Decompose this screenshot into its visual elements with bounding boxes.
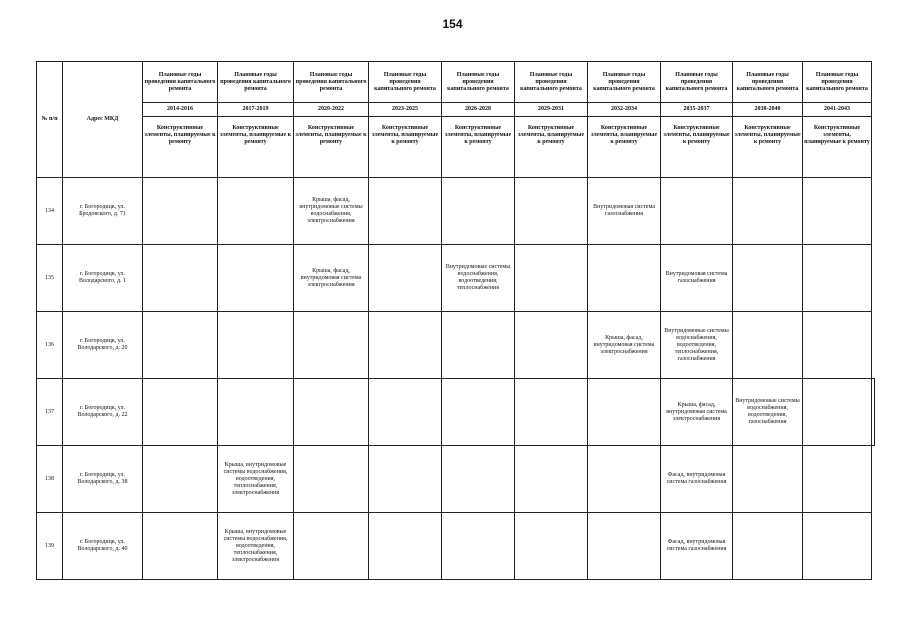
- repair-elements-cell: [803, 513, 872, 580]
- plan-header: Плановые годы проведения капитального ремонта: [218, 62, 294, 103]
- repair-elements-cell: Фасад, внутридомовая система газоснабжения: [661, 513, 733, 580]
- repair-elements-cell: Внутридомовые системы водоснабжения, водоотведения, газоснабжения: [733, 379, 803, 446]
- repair-elements-cell: Крыша, фасад, внутридомовые системы водоснабжения, электроснабжения: [294, 178, 369, 245]
- plan-header: Плановые годы проведения капитального ремонта: [294, 62, 369, 103]
- plan-header: Плановые годы проведения капитального ремонта: [369, 62, 442, 103]
- elements-header: Конструктивные элементы, планируемые к ремонту: [218, 117, 294, 178]
- repair-elements-cell: [369, 513, 442, 580]
- num-header: № п/п: [37, 62, 63, 178]
- repair-elements-cell: [442, 178, 515, 245]
- repair-elements-cell: [442, 379, 515, 446]
- repair-elements-cell: [515, 178, 588, 245]
- year-range-header: 2020-2022: [294, 103, 369, 117]
- repair-elements-cell: [588, 446, 661, 513]
- address-cell: г. Богородицк, ул. Володарского, д. 40: [63, 513, 143, 580]
- row-number: 139: [37, 513, 63, 580]
- repair-elements-cell: Крыша, внутридомовые системы водоснабжения, водоотведения, теплоснабжения, электроснабжения: [218, 446, 294, 513]
- repair-elements-cell: Фасад, внутридомовая система газоснабжения: [661, 446, 733, 513]
- year-range-header: 2026-2028: [442, 103, 515, 117]
- plan-header: Плановые годы проведения капитального ремонта: [661, 62, 733, 103]
- year-range-header: 2023-2025: [369, 103, 442, 117]
- year-range-header: 2032-2034: [588, 103, 661, 117]
- repair-elements-cell: [803, 379, 872, 446]
- elements-header: Конструктивные элементы, планируемые к ремонту: [515, 117, 588, 178]
- elements-header: Конструктивные элементы, планируемые к ремонту: [803, 117, 872, 178]
- repair-elements-cell: Крыша, фасад, внутридомовая система электроснабжения: [661, 379, 733, 446]
- repair-elements-cell: [143, 178, 218, 245]
- repair-elements-cell: [442, 513, 515, 580]
- repair-elements-cell: [803, 312, 872, 379]
- repair-elements-cell: [294, 513, 369, 580]
- repair-elements-cell: [369, 446, 442, 513]
- repair-elements-cell: [218, 245, 294, 312]
- repair-elements-cell: [733, 446, 803, 513]
- plan-header: Плановые годы проведения капитального ремонта: [442, 62, 515, 103]
- repair-elements-cell: Внутридомовые системы водоснабжения, водоотведения, теплоснабжения, газоснабжения: [661, 312, 733, 379]
- year-range-header: 2035-2037: [661, 103, 733, 117]
- repair-elements-cell: [733, 513, 803, 580]
- repair-elements-cell: Крыша, фасад, внутридомовая система электроснабжения: [294, 245, 369, 312]
- elements-header: Конструктивные элементы, планируемые к ремонту: [294, 117, 369, 178]
- row-number: 137: [37, 379, 63, 446]
- elements-header: Конструктивные элементы, планируемые к ремонту: [143, 117, 218, 178]
- repair-elements-cell: [733, 178, 803, 245]
- repair-elements-cell: [294, 446, 369, 513]
- plan-header: Плановые годы проведения капитального ремонта: [803, 62, 872, 103]
- repair-elements-cell: [588, 379, 661, 446]
- table-row: [37, 245, 875, 312]
- repair-elements-cell: [442, 446, 515, 513]
- repair-elements-cell: [803, 446, 872, 513]
- address-cell: г. Богородицк, ул. Володарского, д. 38: [63, 446, 143, 513]
- address-header: Адрес МКД: [63, 62, 143, 178]
- table-row: [37, 446, 875, 513]
- repair-elements-cell: [515, 245, 588, 312]
- repair-elements-cell: [369, 178, 442, 245]
- repair-elements-cell: [294, 312, 369, 379]
- repair-elements-cell: [143, 379, 218, 446]
- year-range-header: 2029-2031: [515, 103, 588, 117]
- repair-elements-cell: [733, 245, 803, 312]
- repair-elements-cell: [218, 379, 294, 446]
- table-row: [37, 513, 875, 580]
- repair-elements-cell: [803, 178, 872, 245]
- repair-elements-cell: [369, 379, 442, 446]
- repair-elements-cell: [143, 312, 218, 379]
- year-range-header: 2017-2019: [218, 103, 294, 117]
- plan-header: Плановые годы проведения капитального ремонта: [588, 62, 661, 103]
- repair-elements-cell: [442, 312, 515, 379]
- address-cell: г. Богородицк, ул. Володарского, д. 20: [63, 312, 143, 379]
- year-range-header: 2041-2043: [803, 103, 872, 117]
- address-cell: г. Богородицк, ул. Бродовского, д. 71: [63, 178, 143, 245]
- table-row: [37, 312, 875, 379]
- repair-elements-cell: [515, 379, 588, 446]
- repair-elements-cell: [588, 245, 661, 312]
- repair-elements-cell: [143, 513, 218, 580]
- repair-elements-cell: [515, 513, 588, 580]
- repair-elements-cell: [218, 312, 294, 379]
- repair-elements-cell: Внутридомовая система газоснабжения: [588, 178, 661, 245]
- table-header: [37, 62, 875, 178]
- row-number: 135: [37, 245, 63, 312]
- repair-elements-cell: [143, 446, 218, 513]
- plan-header: Плановые годы проведения капитального ремонта: [515, 62, 588, 103]
- repair-elements-cell: [733, 312, 803, 379]
- repair-elements-cell: [803, 245, 872, 312]
- repair-elements-cell: [515, 446, 588, 513]
- repair-elements-cell: [369, 312, 442, 379]
- repair-elements-cell: [218, 178, 294, 245]
- repair-elements-cell: Крыша, внутридомовые системы водоснабжения, водоотведения, теплоснабжения, электроснабжения: [218, 513, 294, 580]
- row-number: 138: [37, 446, 63, 513]
- capital-repair-table: [36, 61, 875, 580]
- year-range-header: 2014-2016: [143, 103, 218, 117]
- elements-header: Конструктивные элементы, планируемые к ремонту: [369, 117, 442, 178]
- year-range-header: 2038-2040: [733, 103, 803, 117]
- repair-elements-cell: [661, 178, 733, 245]
- repair-elements-cell: [294, 379, 369, 446]
- plan-header: Плановые годы проведения капитального ремонта: [733, 62, 803, 103]
- repair-elements-cell: [872, 379, 875, 446]
- elements-header: Конструктивные элементы, планируемые к ремонту: [588, 117, 661, 178]
- row-number: 134: [37, 178, 63, 245]
- elements-header: Конструктивные элементы, планируемые к ремонту: [733, 117, 803, 178]
- repair-elements-cell: [369, 245, 442, 312]
- row-number: 136: [37, 312, 63, 379]
- table-body: [37, 178, 875, 580]
- address-cell: г. Богородицк, ул. Володарского, д. 22: [63, 379, 143, 446]
- repair-elements-cell: Внутридомовая система газоснабжения: [661, 245, 733, 312]
- repair-elements-cell: Внутридомовые системы водоснабжения, водоотведения, теплоснабжения: [442, 245, 515, 312]
- plan-header: Плановые годы проведения капитального ремонта: [143, 62, 218, 103]
- address-cell: г. Богородицк, ул. Володарского, д. 1: [63, 245, 143, 312]
- page-number: 154: [442, 17, 463, 31]
- table-row: [37, 379, 875, 446]
- repair-elements-cell: Крыша, фасад, внутридомовая система электроснабжения: [588, 312, 661, 379]
- repair-elements-cell: [143, 245, 218, 312]
- repair-elements-cell: [588, 513, 661, 580]
- elements-header: Конструктивные элементы, планируемые к ремонту: [661, 117, 733, 178]
- elements-header: Конструктивные элементы, планируемые к ремонту: [442, 117, 515, 178]
- table-row: [37, 178, 875, 245]
- repair-elements-cell: [515, 312, 588, 379]
